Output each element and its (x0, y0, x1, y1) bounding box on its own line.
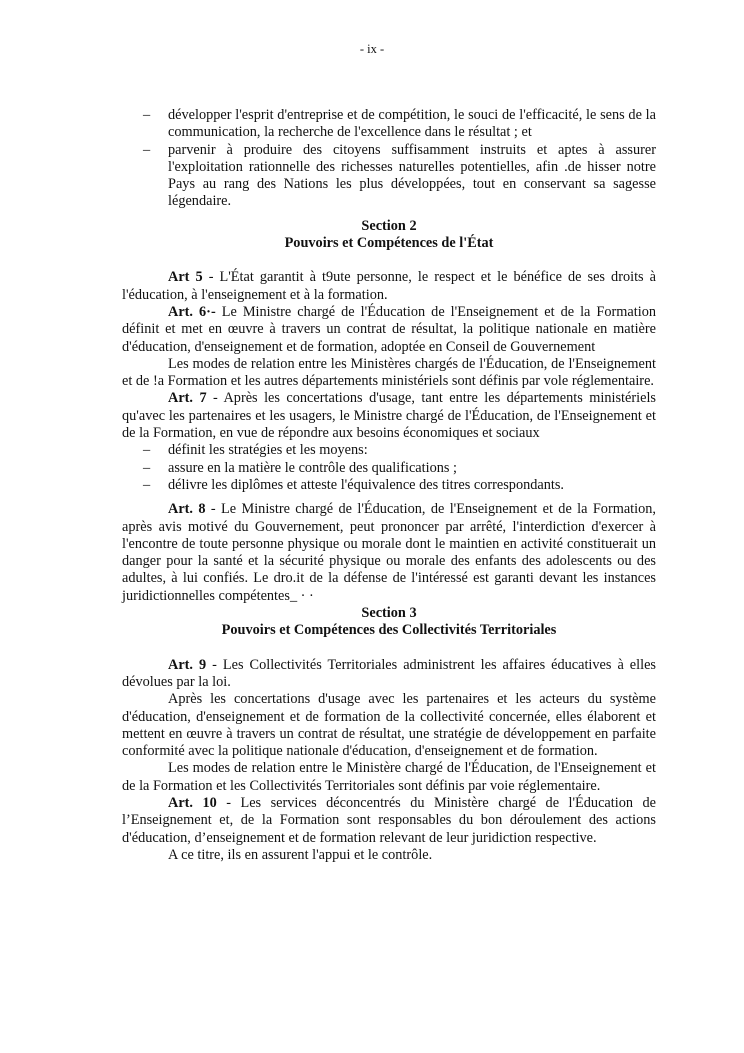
section-2-title: Pouvoirs et Compétences de l'État (284, 235, 494, 252)
section-2-number: Section 2 (361, 217, 417, 234)
article-7-list (122, 442, 656, 494)
article-6-label: Art. 6·- (168, 303, 216, 320)
article-10: Art. 10 - Les services déconcentrés du Ministère chargé de l'Éducation de l’Enseignement et, de la Formation sont responsables du bon déroulement des actions d'éducation, d’enseignement et de formation relevant de leur juridiction respective. (122, 794, 656, 846)
article-10-label: Art. 10 (168, 794, 217, 811)
article-8: Art. 8 - Le Ministre chargé de l'Éducation, de l'Enseignement et de la Formation, après avis motivé du Gouvernement, peut prononcer par arrêté, l'interdiction d'exercer à l'encontre de toute personne physique ou morale dont le maintien en activité constituerait un danger pour la santé et la sécurité physique ou morale des enfants des adolescents ou des adultes, à lui confiés. Le dro.it de la défense de l'intéressé est garanti devant les instances juridictionnelles compétentes_ · · (122, 501, 656, 604)
article-9-label: Art. 9 (168, 656, 207, 673)
article-6: Art. 6·- Le Ministre chargé de l'Éducation de l'Enseignement et de la Formation définit et met en œuvre à travers un contrat de résultat, la politique nationale en matière d'éducation, d'enseignement et de formation, adoptée en Conseil de Gouvernement (122, 303, 656, 355)
document-body (122, 107, 656, 864)
article-7: Art. 7 - Après les concertations d'usage, tant entre les départements ministériels qu'avec les partenaires et les usagers, le Ministre chargé de l'Éducation, de l'Enseignement et de la Formation, en vue de répondre aux besoins économiques et sociaux (122, 390, 656, 442)
article-8-label: Art. 8 (168, 501, 206, 518)
list-item: – délivre les diplômes et atteste l'équivalence des titres correspondants. (143, 476, 565, 493)
list-item: – définit les stratégies et les moyens: (143, 442, 368, 459)
dash-bullet: – (143, 141, 151, 158)
article-9-paragraph-3: Les modes de relation entre le Ministère chargé de l'Éducation, de l'Enseignement et de la Formation et les Collectivités Territoriales sont définis par voie réglementaire. (122, 760, 656, 794)
section-3-number: Section 3 (361, 605, 417, 622)
article-5-label: Art 5 (168, 269, 203, 286)
article-6-paragraph-2: Les modes de relation entre les Ministères chargés de l'Éducation, de l'Enseignement et de !a Formation et les autres départements ministériels sont définis par vole réglementaire. (122, 355, 656, 390)
list-item: – développer l'esprit d'entreprise et de compétition, le souci de l'efficacité, le sens de la communication, la recherche de l'excellence dans le résultat ; et (143, 107, 656, 141)
dash-bullet: – (143, 459, 151, 476)
section-3-title: Pouvoirs et Compétences des Collectivités Territoriales (221, 622, 557, 639)
article-10-paragraph-2: A ce titre, ils en assurent l'appui et le contrôle. (168, 846, 433, 863)
intro-list (122, 107, 656, 211)
dash-bullet: – (143, 442, 151, 459)
article-9-paragraph-2: Après les concertations d'usage avec les partenaires et les acteurs du système d'éducation, d'enseignement et de formation de la collectivité concernée, elles élaborent et mettent en œuvre à travers un contrat de résultat, une stratégie de développement en parfaite conformité avec la politique nationale d'éducation, d'enseignement et de formation. (122, 691, 656, 760)
article-9: Art. 9 - Les Collectivités Territoriales administrent les affaires éducatives à elles dévolues par la loi. (122, 656, 657, 690)
page-number: - ix - (359, 42, 385, 56)
dash-bullet: – (143, 476, 151, 493)
article-7-label: Art. 7 (168, 390, 207, 407)
article-5: Art 5 - L'État garantit à t9ute personne, le respect et le bénéfice de ses droits à l'éducation, à l'enseignement et à la formation. (122, 269, 657, 303)
list-item: – parvenir à produire des citoyens suffisamment instruits et aptes à assurer l'exploitation rationnelle des richesses naturelles potentielles, afin .de hisser notre Pays au rang des Nations les plus développées, tout en conservant sa sagesse légendaire. (143, 141, 656, 210)
dash-bullet: – (143, 107, 151, 123)
list-item: – assure en la matière le contrôle des qualifications ; (143, 459, 458, 476)
